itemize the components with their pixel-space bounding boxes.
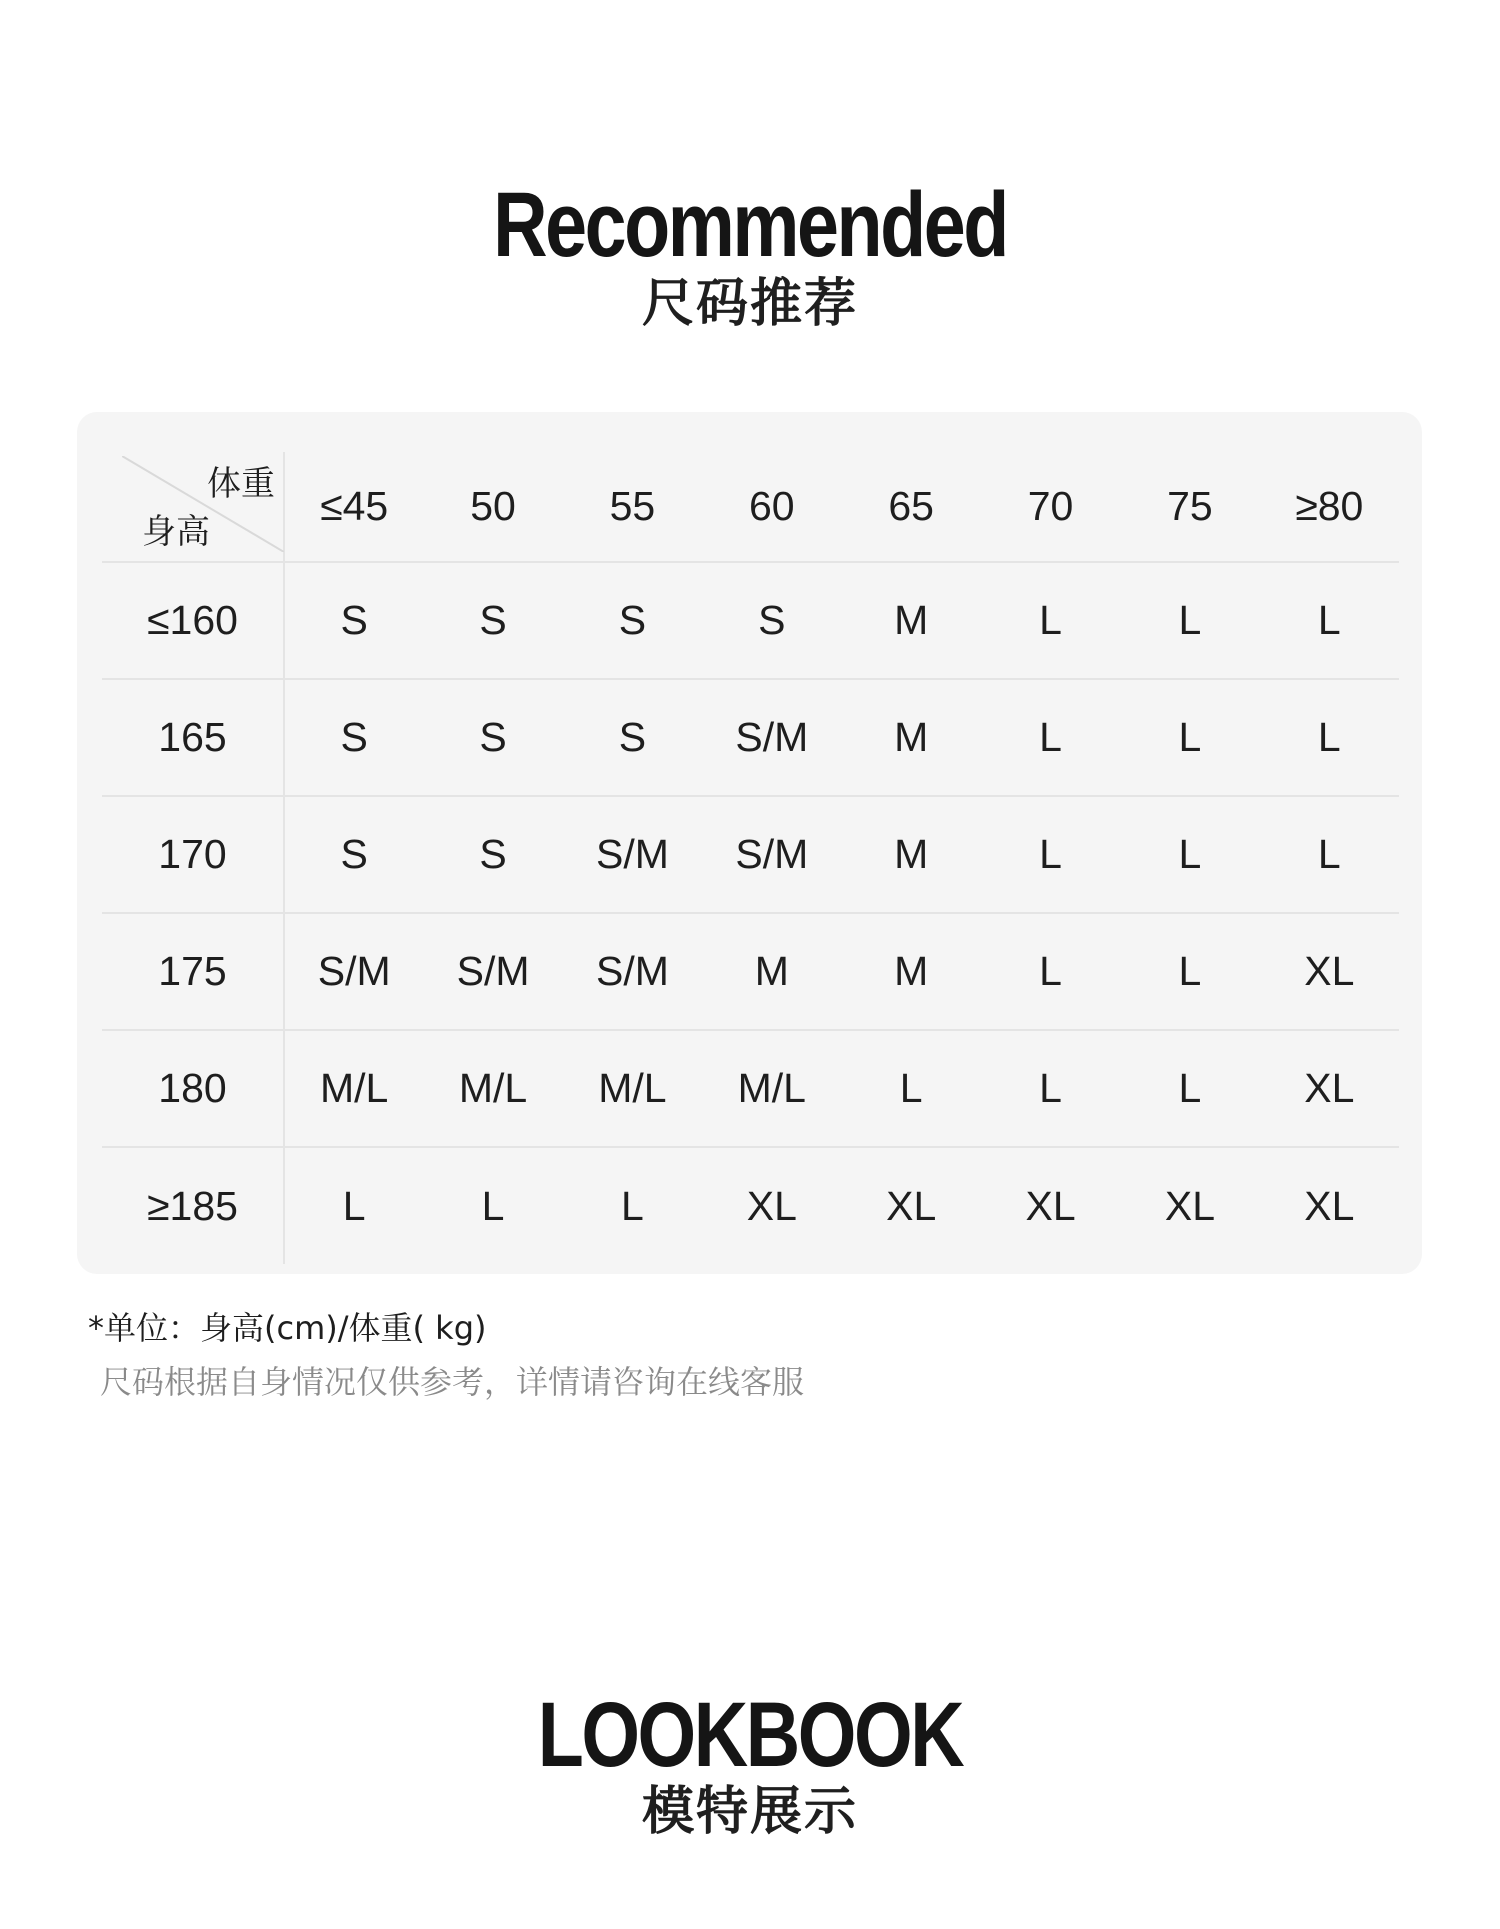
size-cell: S [284, 796, 423, 913]
size-cell: L [1260, 796, 1399, 913]
size-cell: M/L [563, 1030, 702, 1147]
weight-header-cell: 50 [423, 452, 562, 562]
height-cell: 175 [102, 913, 284, 1030]
size-cell: L [1120, 796, 1259, 913]
height-cell: ≤160 [102, 562, 284, 679]
weight-header-cell: 65 [842, 452, 981, 562]
size-cell: S [423, 562, 562, 679]
lookbook-title-zh: 模特展示 [641, 1782, 858, 1842]
size-cell: S [423, 679, 562, 796]
size-cell: S [563, 562, 702, 679]
size-cell: S/M [702, 679, 841, 796]
size-cell: M/L [423, 1030, 562, 1147]
size-chart-table [102, 452, 1399, 1264]
weight-header-row [102, 452, 1399, 562]
size-cell: L [1120, 1030, 1259, 1147]
size-cell: L [842, 1030, 981, 1147]
size-cell: M [842, 562, 981, 679]
weight-header-cell: ≤45 [284, 452, 423, 562]
size-cell: M/L [702, 1030, 841, 1147]
height-cell: 170 [102, 796, 284, 913]
size-cell: XL [1164, 1182, 1216, 1229]
size-cell: L [1120, 679, 1259, 796]
lookbook-title-en: LOOKBOOK [537, 1684, 963, 1786]
size-cell: L [481, 1182, 505, 1229]
size-cell: XL [1260, 913, 1399, 1030]
height-axis-label: 身高 [142, 512, 210, 552]
weight-header-cell: 75 [1120, 452, 1259, 562]
height-cell: 180 [102, 1030, 284, 1147]
size-cell: M [842, 913, 981, 1030]
table-row [102, 796, 1399, 913]
size-cell: L [1260, 679, 1399, 796]
size-chart-card [77, 412, 1422, 1274]
size-cell: L [981, 1030, 1120, 1147]
size-cell: L [981, 796, 1120, 913]
size-cell: L [342, 1182, 366, 1229]
weight-header-cell: 60 [702, 452, 841, 562]
size-cell: S/M [423, 913, 562, 1030]
weight-header-cell: 70 [981, 452, 1120, 562]
size-cell: S [284, 562, 423, 679]
weight-header-cell: 55 [563, 452, 702, 562]
size-cell: L [981, 562, 1120, 679]
weight-header-cell: ≥80 [1260, 452, 1399, 562]
table-row [102, 679, 1399, 796]
size-cell: M/L [284, 1030, 423, 1147]
size-cell: S/M [702, 796, 841, 913]
height-cell: ≥185 [102, 1147, 284, 1264]
size-cell: S [563, 679, 702, 796]
size-cell: M [842, 679, 981, 796]
size-cell: S/M [563, 913, 702, 1030]
size-cell: M [702, 913, 841, 1030]
corner-cell [102, 452, 284, 562]
size-cell: L [1120, 562, 1259, 679]
size-cell: S [284, 679, 423, 796]
table-row [102, 1030, 1399, 1147]
size-cell: S [423, 796, 562, 913]
unit-note: *单位：身高(cm)/体重( kg) [88, 1309, 487, 1347]
height-cell: 165 [102, 679, 284, 796]
size-cell: XL [746, 1182, 797, 1229]
table-row [102, 562, 1399, 679]
size-cell: L [1120, 913, 1259, 1030]
weight-axis-label: 体重 [207, 464, 275, 504]
size-cell: XL [1025, 1182, 1076, 1229]
size-cell: S/M [563, 796, 702, 913]
reference-hint: 尺码根据自身情况仅供参考，详情请咨询在线客服 [100, 1363, 805, 1401]
size-cell: XL [886, 1182, 937, 1229]
size-cell: L [981, 913, 1120, 1030]
table-row [102, 913, 1399, 1030]
size-cell: L [1260, 562, 1399, 679]
size-cell: L [621, 1182, 644, 1229]
size-recommend-title-en: Recommended [493, 174, 1007, 276]
size-notes [88, 1306, 804, 1404]
size-cell: S/M [284, 913, 423, 1030]
table-row [102, 1147, 1399, 1264]
size-cell: S [702, 562, 841, 679]
size-recommend-title-zh: 尺码推荐 [641, 274, 858, 334]
size-cell: XL [1260, 1030, 1399, 1147]
size-cell: M [842, 796, 981, 913]
size-cell: XL [1304, 1182, 1355, 1229]
size-cell: L [981, 679, 1120, 796]
